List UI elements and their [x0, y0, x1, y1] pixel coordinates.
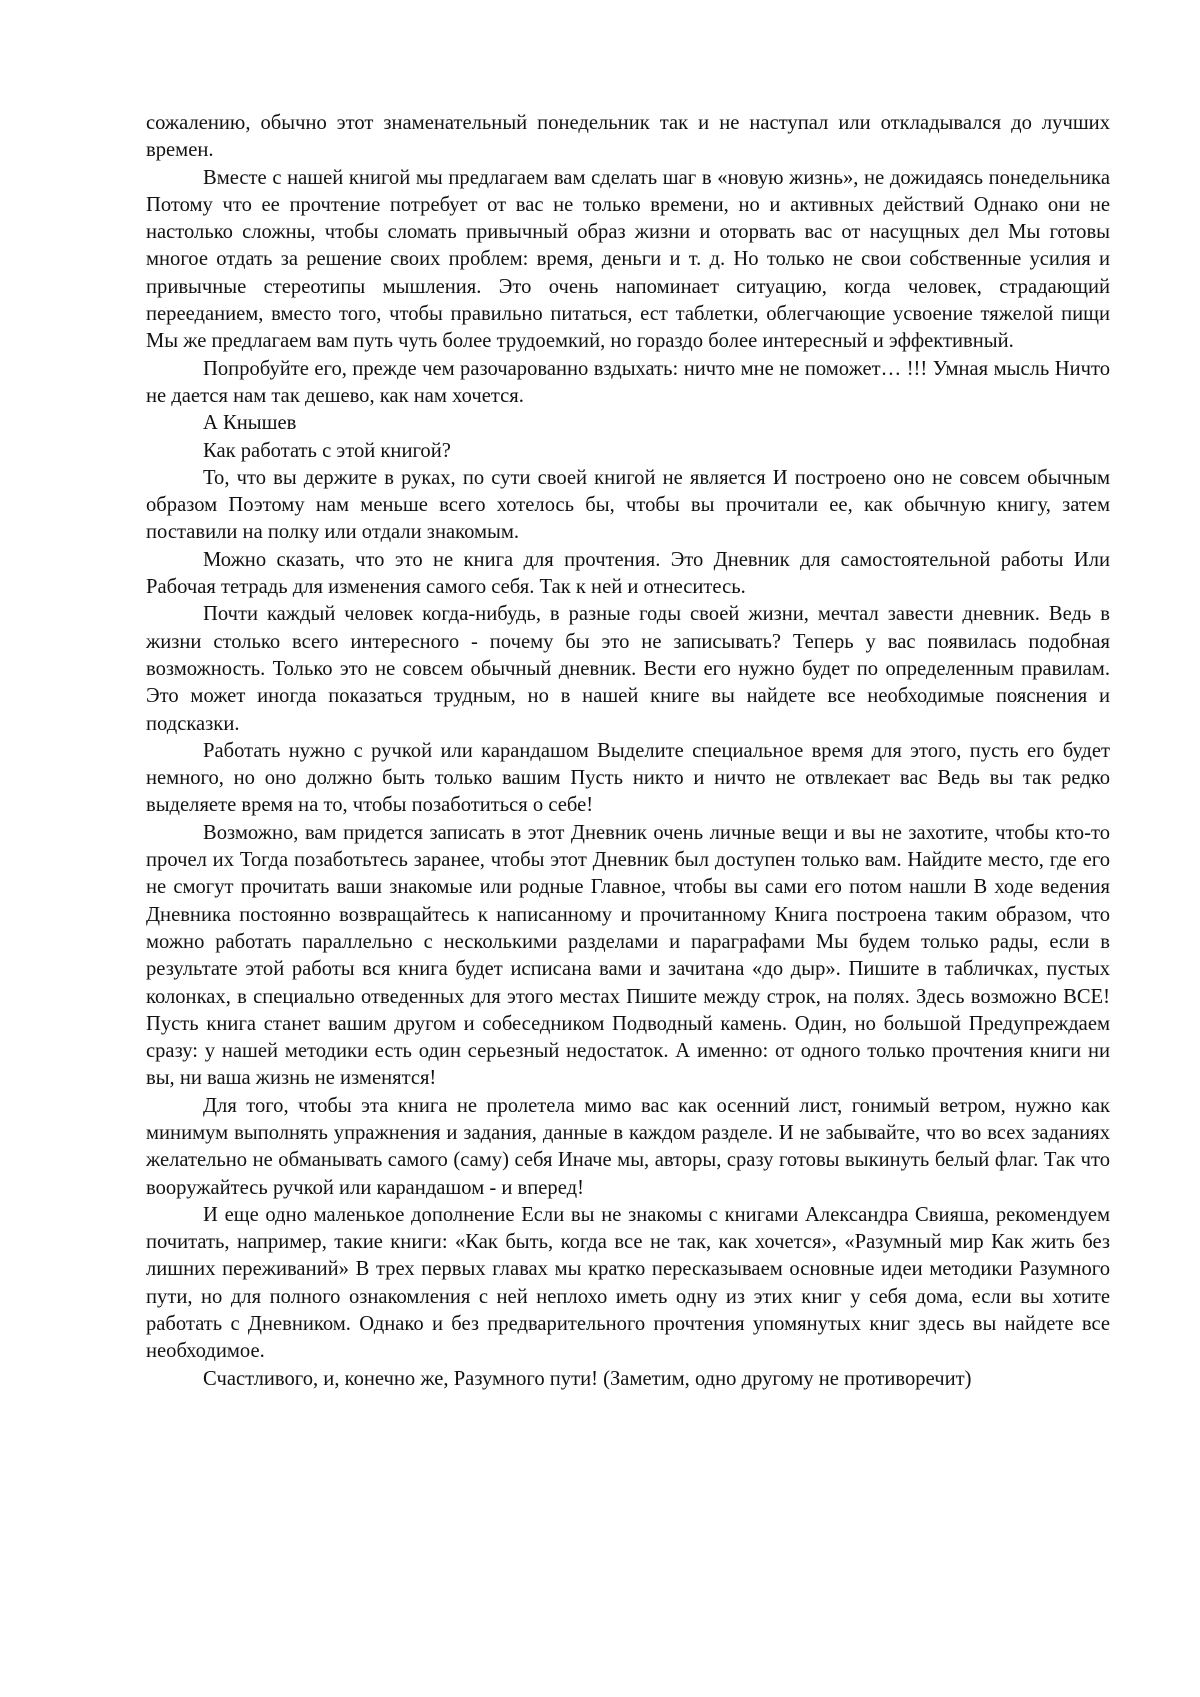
paragraph-closing: Счастливого, и, конечно же, Разумного пути! (Заметим, одно другому не противоречит) [203, 1367, 972, 1390]
paragraph-not-a-book: То, что вы держите в руках, по сути своей книгой не является И построено оно не совсем обычным образом Поэтому нам меньше всего хотелось бы, чтобы вы прочитали ее, как обычную книгу, затем поставили на полку или отдали знакомым. [146, 466, 1110, 544]
section-heading: Как работать с этой книгой? [203, 439, 451, 462]
paragraph-pen-pencil: Работать нужно с ручкой или карандашом Выделите специальное время для этого, пусть его будет немного, но оно должно быть только вашим Пусть никто и ничто не отвлекает вас Ведь вы так редко выделяете время на то, чтобы позаботиться о себе! [146, 739, 1110, 817]
paragraph-personal: Возможно, вам придется записать в этот Дневник очень личные вещи и вы не захотите, чтобы кто-то прочел их Тогда позаботьтесь заранее, чтобы этот Дневник был доступен только вам. Найдите место, где его не смогут прочитать ваши знакомые или родные Главное, чтобы вы сами его потом нашли В ходе ведения Дневника постоянно возвращайтесь к написанному и прочитанному Книга построена таким образом, что можно работать параллельно с несколькими разделами и параграфами Мы будем только рады, если в результате этой работы вся книга будет исписана вами и зачитана «до дыр». Пишите в табличках, пустых колонках, в специально отведенных для этого местах Пишите между строк, на полях. Здесь возможно ВСЕ! Пусть книга станет вашим другом и собеседником Подводный камень. Один, но большой Предупреждаем сразу: у нашей методики есть один серьезный недостаток. А именно: от одного только прочтения книги ни вы, ни ваша жизнь не изменятся! [146, 821, 1110, 1090]
paragraph-addition: И еще одно маленькое дополнение Если вы не знакомы с книгами Александра Свияша, рекомендуем почитать, например, такие книги: «Как быть, когда все не так, как хочется», «Разумный мир Как жить без лишних переживаний» В трех первых главах мы кратко пересказываем основные идеи методики Разумного пути, но для полного ознакомления с ней неплохо иметь одну из этих книг у себя дома, если вы хотите работать с Дневником. Однако и без предварительного прочтения упомянутых книг здесь вы найдете все необходимое. [146, 1203, 1110, 1363]
paragraph-new-life: Вместе с нашей книгой мы предлагаем вам сделать шаг в «новую жизнь», не дожидаясь понедельника Потому что ее прочтение потребует от вас не только времени, но и активных действий Однако они не настолько сложны, чтобы сломать привычный образ жизни и оторвать вас от насущных дел Мы готовы многое отдать за решение своих проблем: время, деньги и т. д. Но только не свои собственные усилия и привычные стереотипы мышления. Это очень напоминает ситуацию, когда человек, страдающий перееданием, вместо того, чтобы правильно питаться, ест таблетки, облегчающие усвоение тяжелой пищи Мы же предлагаем вам путь чуть более трудоемкий, но гораздо более интересный и эффективный. [146, 166, 1110, 353]
paragraph-diary: Можно сказать, что это не книга для прочтения. Это Дневник для самостоятельной работы Или Рабочая тетрадь для изменения самого себя. Так к ней и отнеситесь. [146, 548, 1110, 599]
paragraph-exercises: Для того, чтобы эта книга не пролетела мимо вас как осенний лист, гонимый ветром, нужно как минимум выполнять упражнения и задания, данные в каждом разделе. И не забывайте, что во всех заданиях желательно не обманывать самого (саму) себя Иначе мы, авторы, сразу готовы выкинуть белый флаг. Так что вооружайтесь ручкой или карандашом - и вперед! [146, 1094, 1110, 1199]
paragraph-keep-diary: Почти каждый человек когда-нибудь, в разные годы своей жизни, мечтал завести дневник. Ведь в жизни столько всего интересного - почему бы это не записывать? Теперь у вас появилась подобная возможность. Только это не совсем обычный дневник. Вести его нужно будет по определенным правилам. Это может иногда показаться трудным, но в нашей книге вы найдете все необходимые пояснения и подсказки. [146, 603, 1110, 735]
paragraph-try-it: Попробуйте его, прежде чем разочарованно вздыхать: ничто мне не поможет… !!! Умная мысль Ничто не дается нам так дешево, как нам хочется. [146, 357, 1110, 407]
quote-author: А Кнышев [203, 412, 297, 435]
paragraph-continuation: сожалению, обычно этот знаменательный понедельник так и не наступал или откладывался до лучших времен. [146, 112, 1110, 162]
document-body [146, 110, 1110, 1393]
